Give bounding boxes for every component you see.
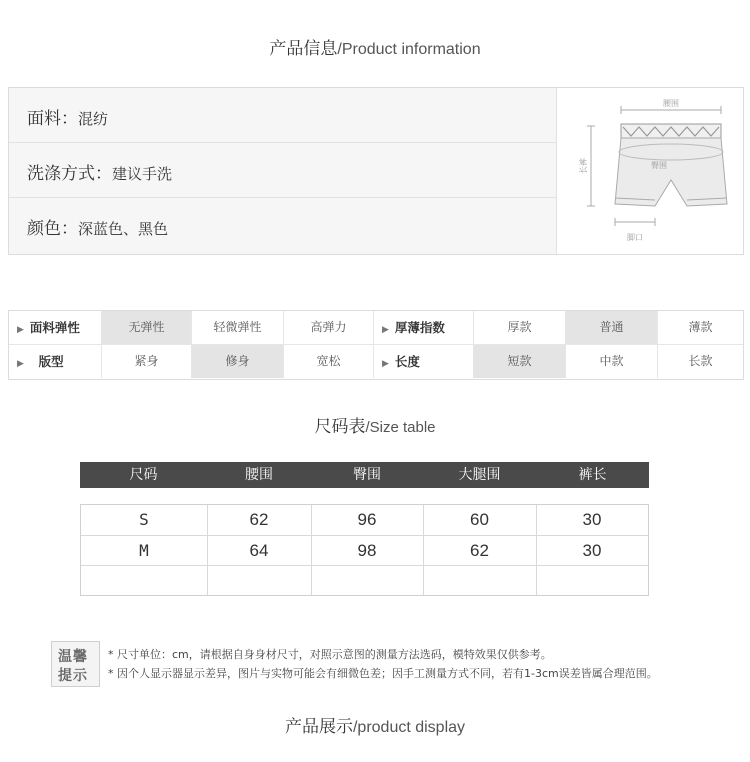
product-display-title-en: /product display xyxy=(352,719,466,736)
tip-line-1: * 尺寸单位：cm，请根据自身身材尺寸，对照示意图的测量方法选码，模特效果仅供参考。 xyxy=(108,648,552,661)
info-divider xyxy=(556,88,557,254)
fit-option-tight: 紧身 xyxy=(102,345,192,378)
elasticity-option-slight: 轻微弹性 xyxy=(192,311,284,344)
wash-value: 建议手洗 xyxy=(112,165,173,183)
table-cell: 30 xyxy=(582,541,602,560)
table-cell: 64 xyxy=(249,541,269,560)
length-head: ▶ 长度 xyxy=(374,345,474,378)
fit-option-loose: 宽松 xyxy=(284,345,374,378)
table-cell: 60 xyxy=(470,510,489,529)
property-grid xyxy=(8,310,744,380)
table-cell: 62 xyxy=(249,510,269,529)
product-display-title-cn: 产品展示 xyxy=(284,717,353,737)
tips-badge-line2: 提示 xyxy=(58,668,88,684)
size-table-title-en: /Size table xyxy=(365,419,436,436)
size-table-body xyxy=(80,504,649,596)
thickness-head: ▶ 厚薄指数 xyxy=(374,311,474,344)
fabric-row xyxy=(9,88,556,143)
table-cell: M xyxy=(139,541,149,560)
color-value: 深蓝色、黑色 xyxy=(78,220,169,238)
shorts-measurement-diagram xyxy=(565,94,740,248)
length-label: 长裤 xyxy=(579,158,588,174)
elasticity-head: ▶ 面料弹性 xyxy=(9,311,102,344)
elasticity-option-none: 无弹性 xyxy=(102,311,192,344)
fabric-value: 混纺 xyxy=(78,110,109,128)
length-option-medium: 中款 xyxy=(566,345,658,378)
fit-option-slim: 修身 xyxy=(192,345,284,378)
thickness-option-normal: 普通 xyxy=(566,311,658,344)
header-thigh: 大腿围 xyxy=(458,467,501,483)
table-cell: 62 xyxy=(470,541,489,560)
header-waist: 腰围 xyxy=(245,467,273,483)
wash-row xyxy=(9,143,556,198)
elasticity-option-high: 高弹力 xyxy=(284,311,374,344)
length-option-short: 短款 xyxy=(474,345,566,378)
table-cell: 96 xyxy=(357,510,377,529)
hem-label: 脚口 xyxy=(627,233,643,242)
table-cell: 30 xyxy=(582,510,602,529)
waist-label: 腰围 xyxy=(663,99,679,108)
size-table-title xyxy=(0,412,750,437)
size-table-header xyxy=(80,462,649,488)
header-hip: 臀围 xyxy=(353,467,381,483)
product-display-title xyxy=(0,712,750,737)
header-length: 裤长 xyxy=(578,467,607,483)
header-size: 尺码 xyxy=(129,467,158,483)
product-info-title-en: /Product information xyxy=(337,41,481,58)
product-info-title-cn: 产品信息 xyxy=(269,39,338,59)
hip-label: 臀围 xyxy=(651,161,667,170)
length-option-long: 长款 xyxy=(688,354,713,368)
table-cell: S xyxy=(139,510,149,529)
table-cell: 98 xyxy=(357,541,377,560)
product-info-title xyxy=(0,34,750,59)
thickness-option-thick: 厚款 xyxy=(474,311,566,344)
size-table-title-cn: 尺码表 xyxy=(314,417,366,437)
fabric-label: 面料： xyxy=(27,109,78,129)
wash-label: 洗涤方式： xyxy=(27,164,112,184)
product-info-panel xyxy=(8,87,744,255)
thickness-option-thin: 薄款 xyxy=(688,320,713,334)
color-label: 颜色： xyxy=(27,219,78,239)
fit-head: ▶ 版型 xyxy=(9,345,102,378)
tip-line-2: * 因个人显示器显示差异，图片与实物可能会有细微色差；因手工测量方式不同，若有1-3cm误差皆属合理范围。 xyxy=(108,667,658,680)
tips-badge-line1: 温馨 xyxy=(58,649,88,665)
color-row xyxy=(9,198,556,254)
tips-badge xyxy=(51,641,100,687)
